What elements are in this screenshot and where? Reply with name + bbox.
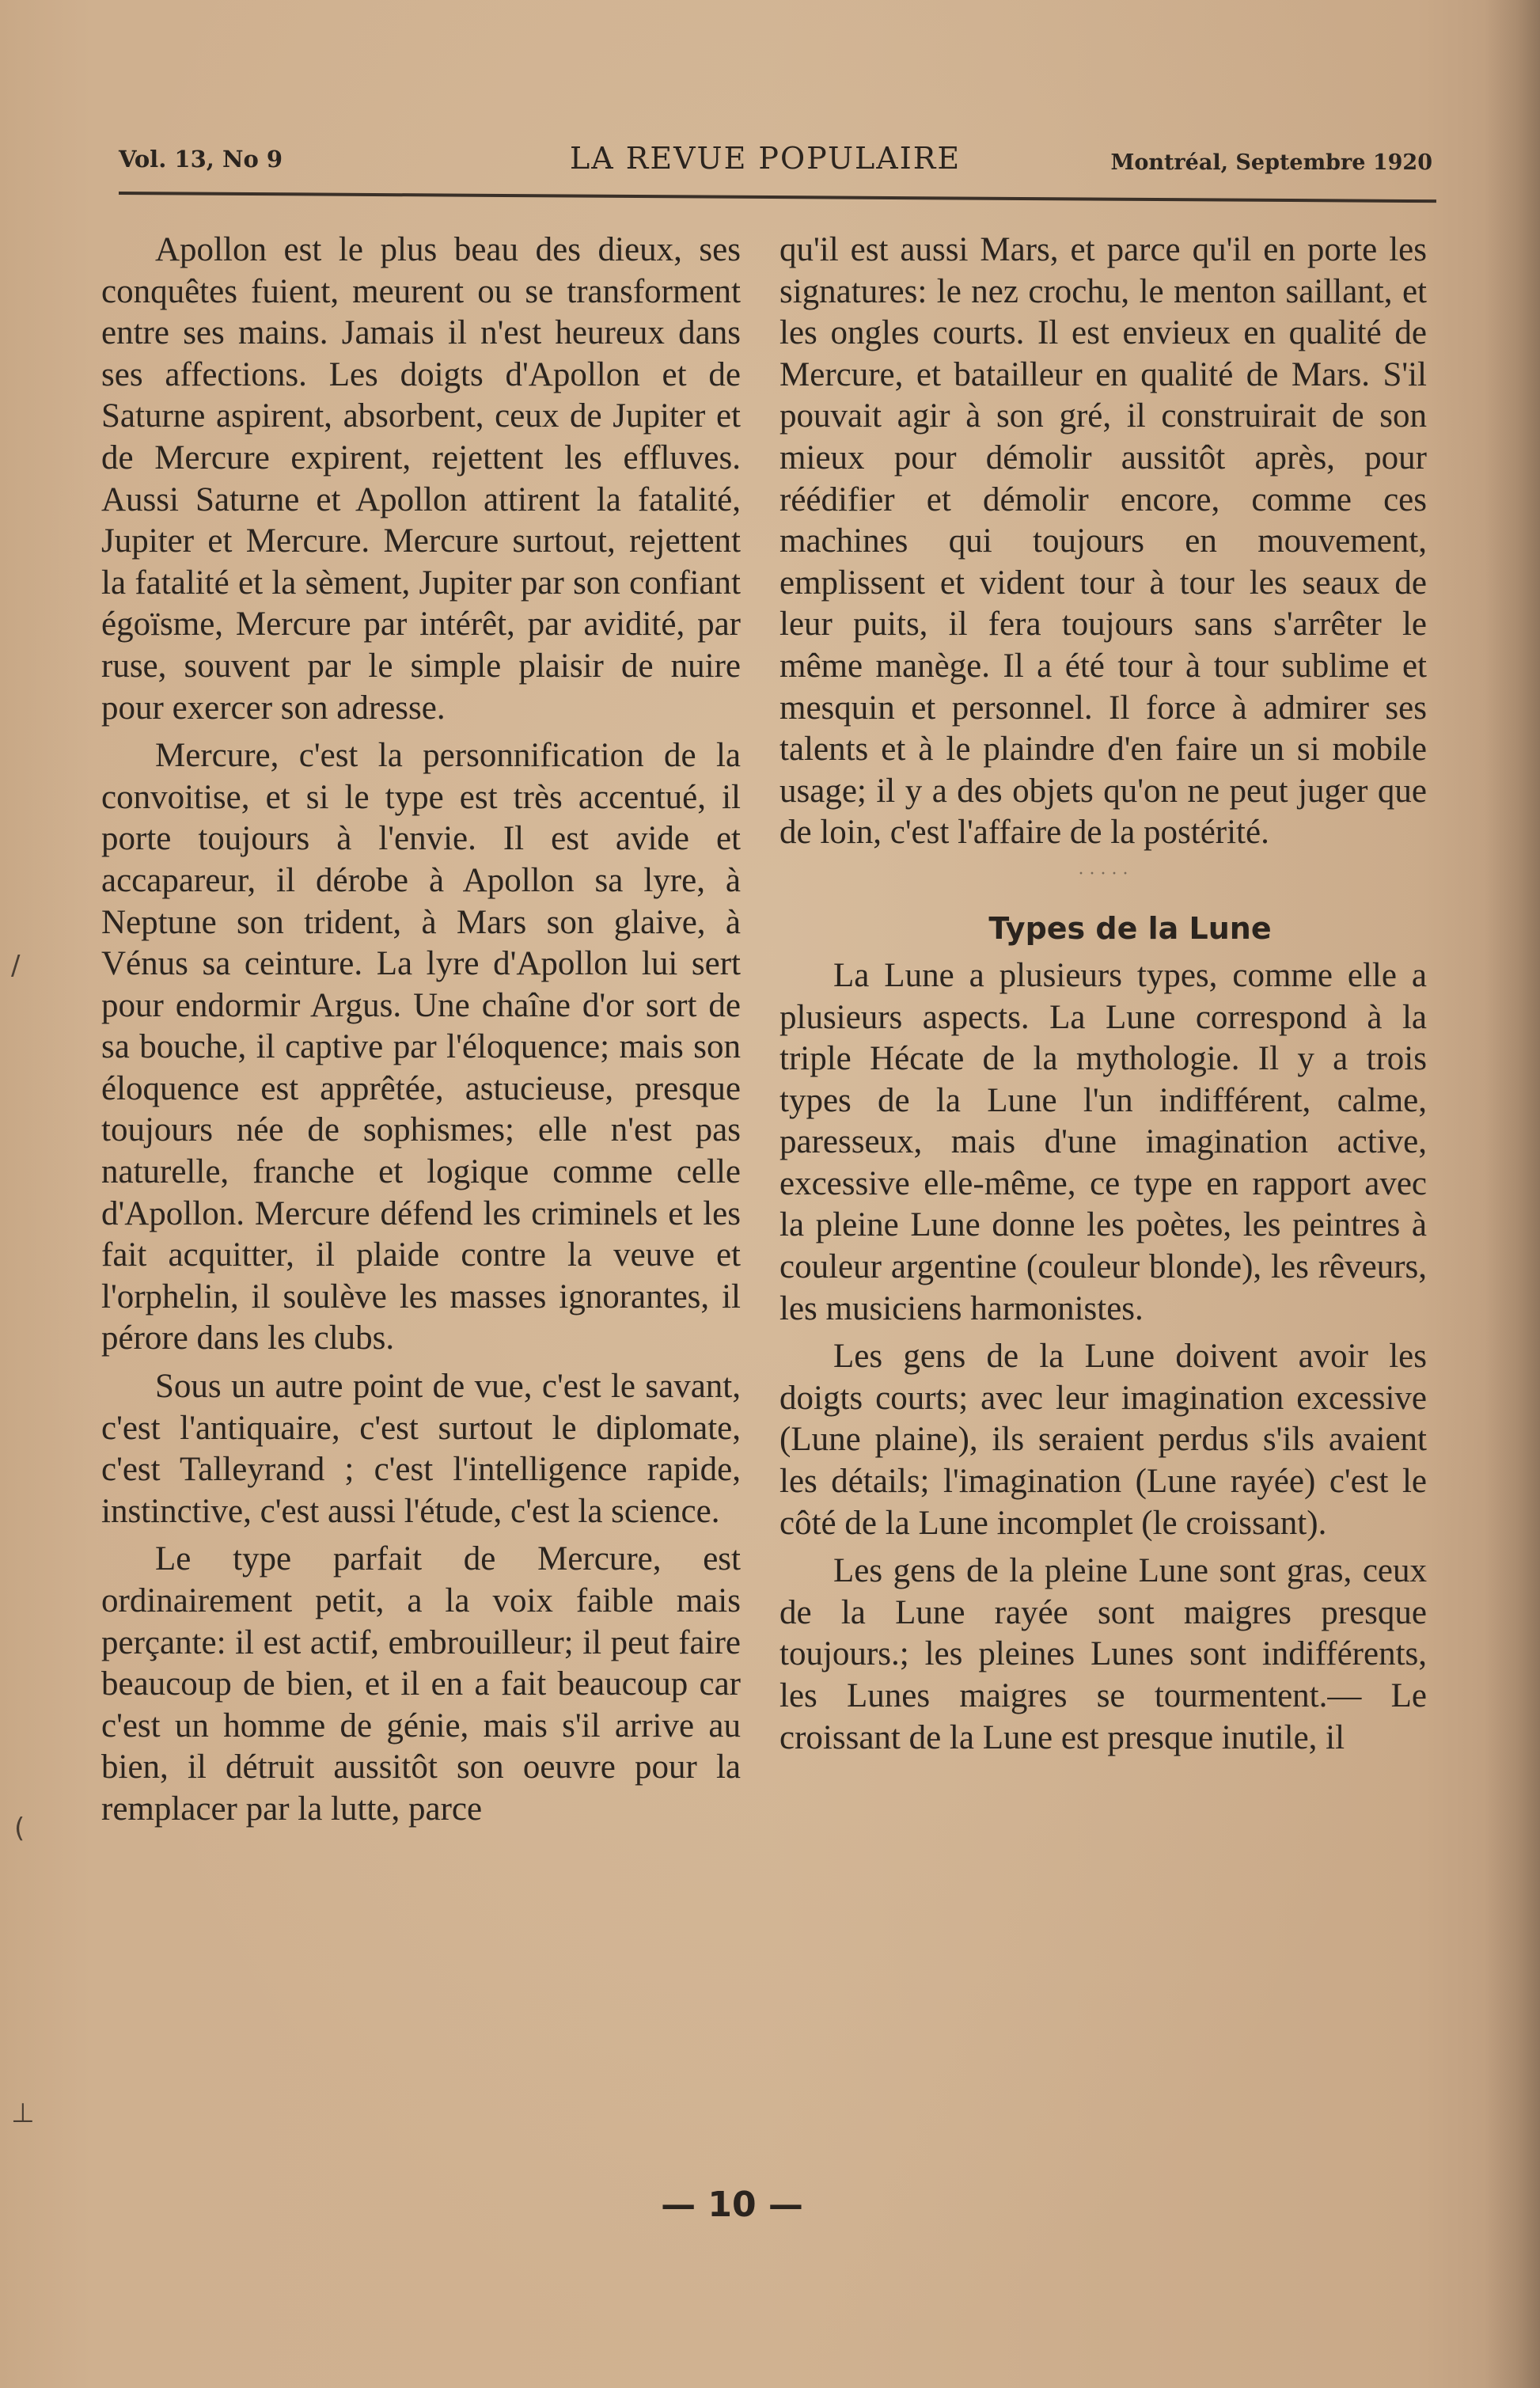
page-edge-shadow [1485,0,1540,2388]
header-rule [119,192,1436,203]
paragraph: Sous un autre point de vue, c'est le savant, c'est l'antiquaire, c'est surtout le diplomate, c'est Talleyrand ; c'est l'intelligence rapide, instinctive, c'est aussi l'étude, c'est la science. [101,1368,741,1530]
paragraph: La Lune a plusieurs types, comme elle a plusieurs aspects. La Lune correspond à la triple Hécate de la mythologie. Il y a trois types de la Lune l'un indifférent, calme, paresseux, mais d'une imagination active, excessive elle-même, ce type en rapport avec la pleine Lune donne les poètes, les peintres à couleur argentine (couleur blonde), les rêveurs, les musiciens harmonistes. [779,956,1427,1327]
page-number: — 10 — [661,2185,803,2225]
paragraph: Les gens de la Lune doivent avoir les doigts courts; avec leur imagination excessive (Lune plaine), ils seraient perdus s'ils avaient les détails; l'imagination (Lune rayée) c'est le côté de la Lune incomplet (le croissant). [779,1338,1427,1542]
paragraph-continuation: qu'il est aussi Mars, et parce qu'il en porte les signatures: le nez crochu, le menton saillant, et les ongles courts. Il est envieux en qualité de Mercure, et batailleur en qualité de Mars. S'il pouvait agir à son gré, il construirait de son mieux pour démolir aussitôt après, pour réédifier et démolir encore, comme ces machines qui toujours en mouvement, emplissent et vident tour à tour les seaux de leur puits, il fera toujours sans s'arrêter le même manège. Il a été tour à tour sublime et mesquin et personnel. Il force à admirer ses talents et à le plaindre d'en faire un si mobile usage; il y a des objets qu'on ne peut juger que de loin, c'est l'affaire de la postérité. [779,231,1427,852]
volume-number: Vol. 13, No 9 [119,146,283,173]
section-title: Types de la Lune [988,910,1272,946]
issue-date: Montréal, Septembre 1920 [1110,150,1432,175]
paragraph: Les gens de la pleine Lune sont gras, ceux de la Lune rayée sont maigres presque toujours.; les pleines Lunes sont indifférents, les Lunes maigres se tourmentent.— Le croissant de la Lune est presque inutile, il [779,1552,1427,1756]
margin-mark: ( [14,1813,25,1844]
left-column [101,230,741,1837]
paragraph: Apollon est le plus beau des dieux, ses conquêtes fuient, meurent ou se transforment entre ses mains. Jamais il n'est heureux dans ses affections. Les doigts d'Apollon et de Saturne aspirent, absorbent, ceux de Jupiter et de Mercure expirent, rejettent les effluves. Aussi Saturne et Apollon attirent la fatalité, Jupiter et Mercure. Mercure surtout, rejettent la fatalité et la sèment, Jupiter par son confiant égoïsme, Mercure par intérêt, par avidité, par ruse, souvent par le simple plaisir de nuire pour exercer son adresse. [101,231,741,727]
section-separator: · · · · · [1078,863,1128,884]
paragraph: Mercure, c'est la personnification de la convoitise, et si le type est très accentué, il porte toujours à l'envie. Il est avide et accapareur, il dérobe à Apollon sa lyre, à Neptune son trident, à Mars son glaive, à Vénus sa ceinture. La lyre d'Apollon lui sert pour endormir Argus. Une chaîne d'or sort de sa bouche, il captive par l'éloquence; mais son éloquence est apprêtée, astucieuse, presque toujours née de sophismes; elle n'est pas naturelle, franche et logique comme celle d'Apollon. Mercure défend les criminels et les fait acquitter, il plaide contre la veuve et l'orphelin, il soulève les masses ignorantes, il pérore dans les clubs. [101,737,741,1357]
margin-mark: ⊥ [11,2098,35,2129]
page-header [119,141,1432,188]
paragraph: Le type parfait de Mercure, est ordinairement petit, a la voix faible mais perçante: il est actif, embrouilleur; il peut faire beaucoup de bien, et il en a fait beaucoup car c'est un homme de génie, mais s'il arrive au bien, il détruit aussitôt son oeuvre pour la remplacer par la lutte, parce [101,1540,741,1828]
right-column [779,230,1427,1765]
margin-mark: / [11,950,21,981]
publication-title: LA REVUE POPULAIRE [570,141,962,176]
